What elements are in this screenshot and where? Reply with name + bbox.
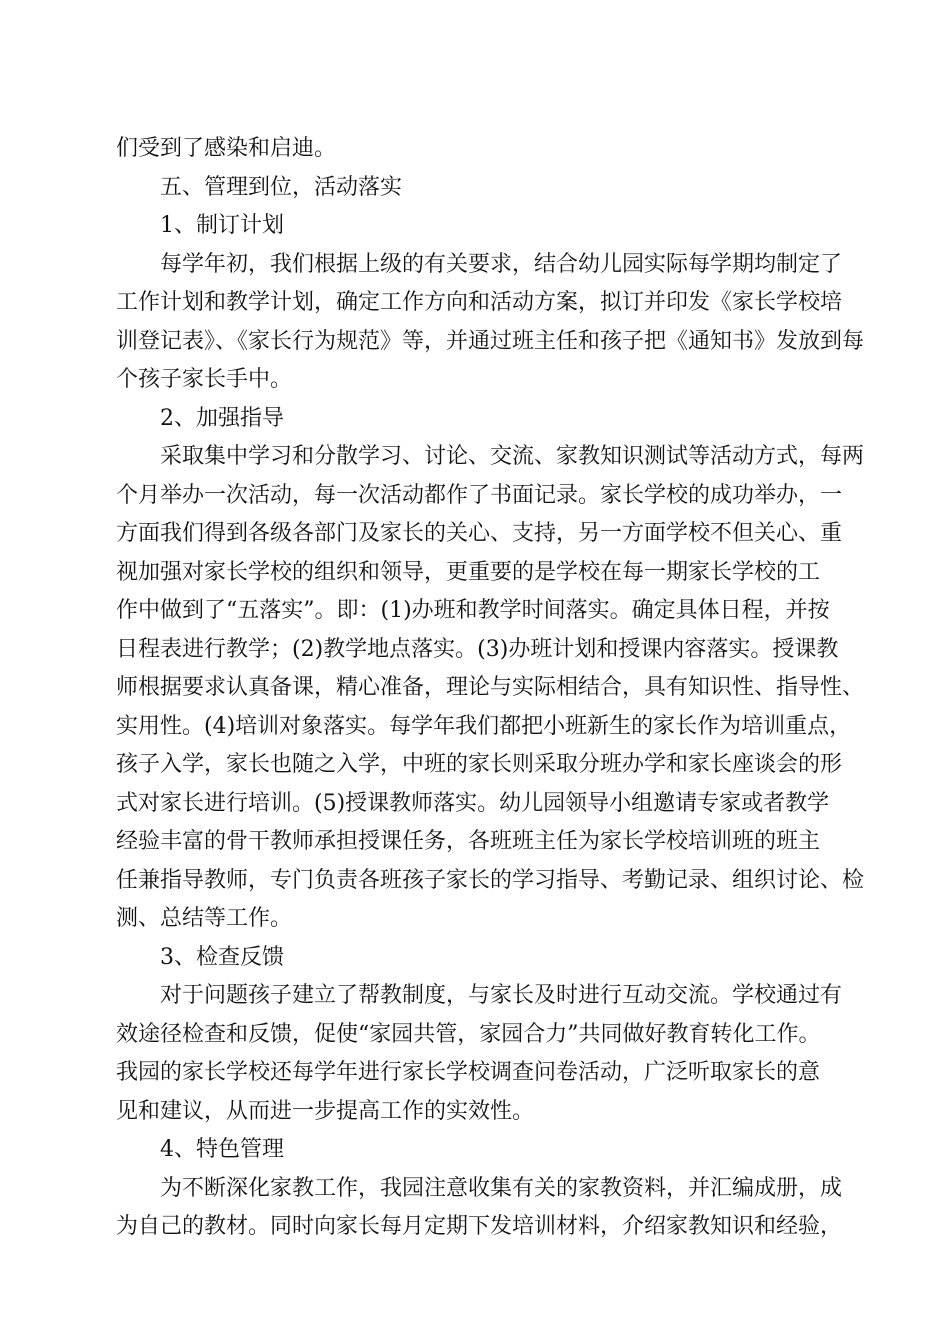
section-heading: 五、管理到位，活动落实: [160, 174, 403, 200]
paragraph-continuation: 们受到了感染和启迪。: [116, 136, 337, 161]
paragraph-line: 孩子入学，家长也随之入学，中班的家长则采取分班办学和家长座谈会的形: [116, 752, 843, 777]
paragraph-line: 我园的家长学校还每学年进行家长学校调查问卷活动，广泛听取家长的意: [116, 1060, 821, 1085]
paragraph-line: 视加强对家长学校的组织和领导，更重要的是学校在每一期家长学校的工: [116, 559, 821, 585]
subsection-heading: 4、特色管理: [160, 1137, 284, 1162]
paragraph-line: 为不断深化家教工作，我园注意收集有关的家教资料，并汇编成册，成: [160, 1175, 843, 1201]
document-body: [116, 130, 865, 1247]
subsection-heading: 1、制订计划: [160, 213, 284, 238]
subsection-heading: 3、检查反馈: [160, 944, 284, 970]
paragraph-line: 每学年初，我们根据上级的有关要求，结合幼儿园实际每学期均制定了: [160, 251, 843, 277]
paragraph-line: 式对家长进行培训。(5)授课教师落实。幼儿园领导小组邀请专家或者教学: [116, 790, 830, 816]
subsection-heading: 2、加强指导: [160, 405, 284, 431]
paragraph-line: 实用性。(4)培训对象落实。每学年我们都把小班新生的家长作为培训重点，: [116, 713, 852, 739]
paragraph-line: 为自己的教材。同时向家长每月定期下发培训材料，介绍家教知识和经验，: [116, 1214, 843, 1239]
paragraph-line: 师根据要求认真备课，精心准备，理论与实际相结合，具有知识性、指导性、: [116, 675, 865, 700]
paragraph-line: 测、总结等工作。: [116, 906, 293, 931]
paragraph-line: 方面我们得到各级各部门及家长的关心、支持，另一方面学校不但关心、重: [116, 521, 843, 546]
paragraph-line: 训登记表》、《家长行为规范》等，并通过班主任和孩子把《通知书》发放到每: [116, 328, 865, 354]
paragraph-line: 日程表进行教学；(2)教学地点落实。(3)办班计划和授课内容落实。授课教: [116, 636, 839, 662]
paragraph-line: 对于问题孩子建立了帮教制度，与家长及时进行互动交流。学校通过有: [160, 983, 843, 1008]
paragraph-line: 作中做到了“五落实”。即：(1)办班和教学时间落实。确定具体日程，并按: [116, 598, 830, 623]
paragraph-line: 经验丰富的骨干教师承担授课任务，各班班主任为家长学校培训班的班主: [116, 829, 821, 854]
paragraph-line: 任兼指导教师，专门负责各班孩子家长的学习指导、考勤记录、组织讨论、检: [116, 867, 865, 893]
paragraph-line: 见和建议，从而进一步提高工作的实效性。: [116, 1098, 535, 1124]
paragraph-line: 个月举办一次活动，每一次活动都作了书面记录。家长学校的成功举办，一: [116, 482, 843, 508]
paragraph-line: 个孩子家长手中。: [116, 367, 293, 392]
paragraph-line: 工作计划和教学计划，确定工作方向和活动方案，拟订并印发《家长学校培: [116, 290, 843, 315]
paragraph-line: 效途径检查和反馈，促使“家园共管，家园合力”共同做好教育转化工作。: [116, 1021, 821, 1047]
paragraph-line: 采取集中学习和分散学习、讨论、交流、家教知识测试等活动方式，每两: [160, 444, 865, 469]
